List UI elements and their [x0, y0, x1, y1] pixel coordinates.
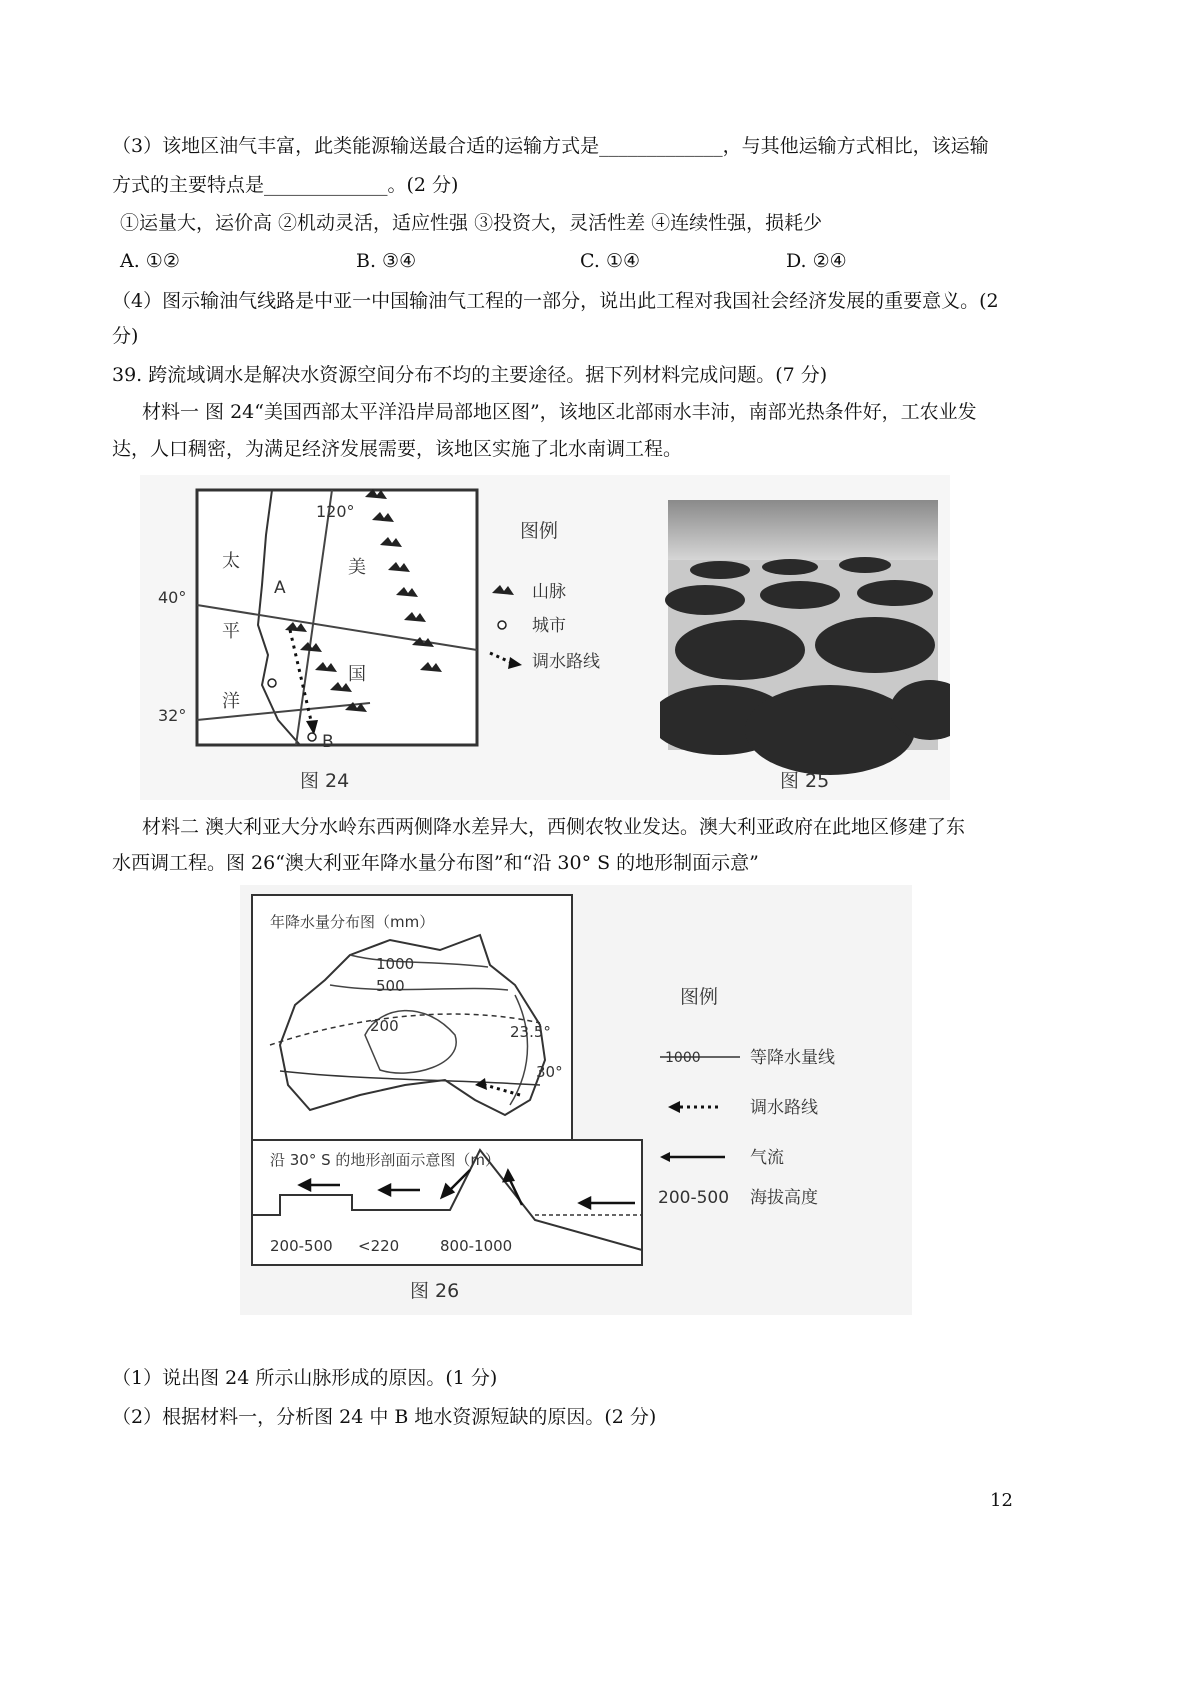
fig26-iso-200: 200	[370, 1017, 399, 1035]
fig24-ocean-char-1: 太	[222, 551, 240, 572]
fig24-point-a: A	[274, 578, 286, 598]
q39-material1-line1: 材料一 图 24“美国西部太平洋沿岸局部地区图”，该地区北部雨水丰沛，南部光热条件好，工农业发	[142, 401, 977, 423]
fig24-lon-label: 120°	[316, 502, 355, 521]
fig26-legend-title: 图例	[680, 986, 719, 1008]
fig26-legend-airflow: 气流	[750, 1148, 784, 1168]
fig26-profile-label-3: 800-1000	[440, 1237, 513, 1255]
figure-25	[660, 475, 950, 800]
q39-sub1: （1）说出图 24 所示山脉形成的原因。(1 分)	[112, 1367, 498, 1389]
fig24-legend-title: 图例	[520, 520, 559, 542]
fig26-map-title: 年降水量分布图（mm）	[270, 913, 435, 931]
fig24-ocean-char-2: 平	[222, 621, 240, 642]
figure-24	[140, 475, 660, 800]
fig26-profile-title: 沿 30° S 的地形剖面示意图（m）	[270, 1151, 501, 1169]
fig24-legend-route: 调水路线	[532, 652, 600, 672]
fig26-legend-iso-sample: 1000	[665, 1050, 701, 1066]
q4-line1: （4）图示输油气线路是中亚一中国输油气工程的一部分，说出此工程对我国社会经济发展的重要意义。(2	[112, 290, 999, 312]
fig24-lat-top-label: 40°	[158, 588, 187, 607]
fig24-point-b: B	[322, 732, 334, 752]
legend-city-icon	[498, 621, 506, 629]
q39-title: 39. 跨流域调水是解决水资源空间分布不均的主要途径。据下列材料完成问题。(7 分)	[112, 364, 828, 386]
q39-material2-line1: 材料二 澳大利亚大分水岭东西两侧降水差异大，西侧农牧业发达。澳大利亚政府在此地区修建了东	[142, 816, 966, 838]
fig26-legend-route: 调水路线	[750, 1098, 818, 1118]
legend-mountain-icon	[492, 585, 514, 595]
fig24-country-char-2: 国	[348, 664, 366, 685]
fig25-caption: 图 25	[780, 770, 830, 792]
q3-option-c: C. ①④	[580, 250, 641, 272]
fig26-legend-isohyet: 等降水量线	[750, 1048, 835, 1068]
fig24-lat-bottom-label: 32°	[158, 706, 187, 725]
fig24-ocean-char-3: 洋	[222, 691, 240, 712]
q3-option-b: B. ③④	[356, 250, 417, 272]
fig26-iso-500: 500	[376, 977, 405, 995]
fig26-profile-label-1: 200-500	[270, 1237, 333, 1255]
fig24-country-char-1: 美	[348, 557, 366, 578]
q3-line1: （3）该地区油气丰富，此类能源输送最合适的运输方式是_____________，与其他运输方式相比，该运输	[112, 135, 989, 157]
fig24-legend-city: 城市	[532, 616, 566, 636]
q3-line2: 方式的主要特点是_____________。(2 分)	[112, 174, 459, 196]
q39-material2-line2: 水西调工程。图 26“澳大利亚年降水量分布图”和“沿 30° S 的地形制面示意”	[112, 852, 759, 874]
page-number: 12	[990, 1490, 1013, 1511]
q3-option-a: A. ①②	[120, 250, 180, 272]
fig26-iso-1000: 1000	[376, 955, 415, 973]
fig26-lat-23-5: 23.5°	[510, 1023, 551, 1041]
fig26-caption: 图 26	[410, 1280, 460, 1302]
fig26-legend-alt-sample: 200-500	[658, 1188, 730, 1208]
figure-26	[240, 885, 912, 1315]
q39-material1-line2: 达，人口稠密，为满足经济发展需要，该地区实施了北水南调工程。	[112, 438, 683, 460]
fig26-profile-label-2: <220	[358, 1237, 400, 1255]
fig24-legend-mountain: 山脉	[532, 582, 566, 602]
fig26-legend-altitude: 海拔高度	[750, 1188, 818, 1208]
q4-line2: 分)	[112, 325, 139, 347]
fig26-lat-30: 30°	[536, 1063, 563, 1081]
q39-sub2: （2）根据材料一，分析图 24 中 B 地水资源短缺的原因。(2 分)	[112, 1406, 657, 1428]
legend-route-icon	[490, 653, 512, 663]
q3-option-d: D. ②④	[786, 250, 847, 272]
fig24-caption: 图 24	[300, 770, 350, 792]
q3-statements: ①运量大，运价高 ②机动灵活，适应性强 ③投资大，灵活性差 ④连续性强，损耗少	[120, 212, 823, 234]
